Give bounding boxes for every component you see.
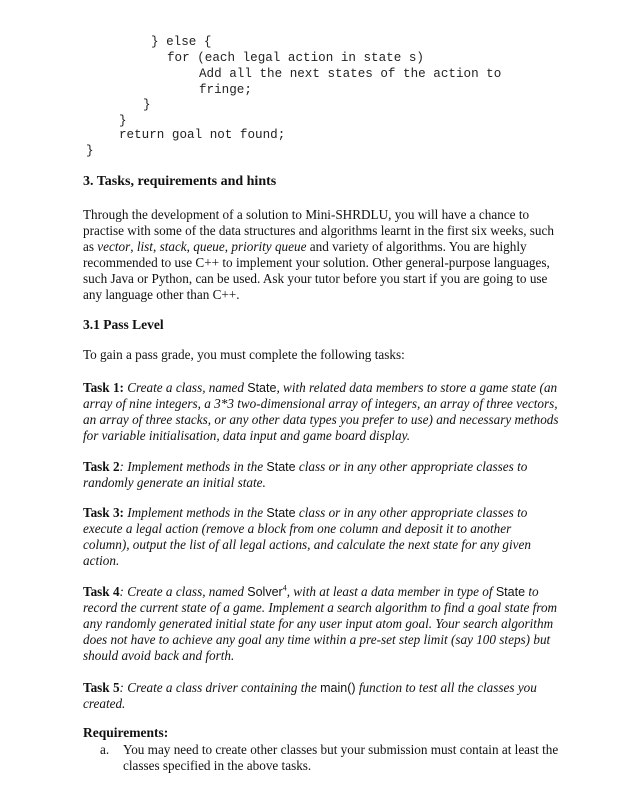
code-line-return: return goal not found; — [119, 128, 286, 142]
class-name-solver: Solver — [247, 585, 283, 599]
requirements-heading: Requirements: — [83, 725, 169, 740]
code-line-fringe: fringe; — [199, 83, 252, 97]
task-3: Task 3: Implement methods in the State class or in any other appropriate classes to execute a legal action (remove a block from one column and deposit it to another column), output the list of all legal actions, and calculate the next state for any given action. — [83, 505, 531, 568]
requirement-text: You may need to create other classes but your submission must contain at least the classes specified in the above tasks. — [123, 742, 559, 773]
task-2-label: Task 2 — [83, 459, 120, 474]
task-5-label: Task 5 — [83, 680, 120, 695]
code-line-close-middle: } — [119, 114, 127, 128]
class-name-state: State — [266, 460, 296, 474]
footnote-marker: 4 — [282, 583, 287, 593]
class-name-state: State — [495, 585, 526, 599]
code-line-close-inner: } — [143, 98, 151, 112]
task-1-label: Task 1: — [83, 380, 124, 395]
class-name-state: State — [266, 506, 296, 520]
task-3-label: Task 3: — [83, 505, 124, 520]
code-line-add: Add all the next states of the action to — [199, 67, 502, 81]
task-4-label: Task 4 — [83, 584, 120, 599]
task-1: Task 1: Create a class, named State, with related data members to store a game state (an array of nine integers, a 3*3 two-dimensional array of integers, an array of three vectors, an array of three stacks, or any other data types you prefer to use) and necessary methods for variable initialisation, data input and game board display. — [83, 380, 559, 443]
task-4: Task 4: Create a class, named Solver$^4$, with at least a data member in type of State to record the current state of a game. Implement a search algorithm to find a goal state from any randomly generated initial state for any user input atom goal. Your search algorithm does not have to achieve any goal any time within a pre-set step limit (say 100 steps) but should avoid back and forth. — [83, 583, 558, 663]
section-3-1-heading: 3.1 Pass Level — [83, 317, 164, 332]
code-line-close-outer: } — [86, 144, 94, 158]
task-2: Task 2: Implement methods in the State class or in any other appropriate classes to randomly generate an initial state. — [83, 459, 528, 490]
list-marker: a. — [100, 742, 110, 757]
section-3-intro: Through the development of a solution to Mini-SHRDLU, you will have a chance to practise with some of the data structures and algorithms learnt in the first six weeks, such as vector, list, stack, queue, priority queue and variety of algorithms. You are highly recommended to use C++ to implement your solution. Other general-purpose languages, such Java or Python, can be used. Ask your tutor before you start if you are going to use any language other than C++. — [83, 207, 554, 302]
code-line-else: } else { — [151, 35, 212, 49]
class-name-state: State — [247, 381, 277, 395]
task-5: Task 5: Create a class driver containing the main() function to test all the classes you created. — [83, 680, 537, 711]
code-line-for: for (each legal action in state s) — [167, 51, 424, 65]
section-3-heading: 3. Tasks, requirements and hints — [83, 174, 277, 189]
section-3-1-intro: To gain a pass grade, you must complete the following tasks: — [83, 347, 405, 362]
function-name-main: main() — [320, 681, 356, 695]
